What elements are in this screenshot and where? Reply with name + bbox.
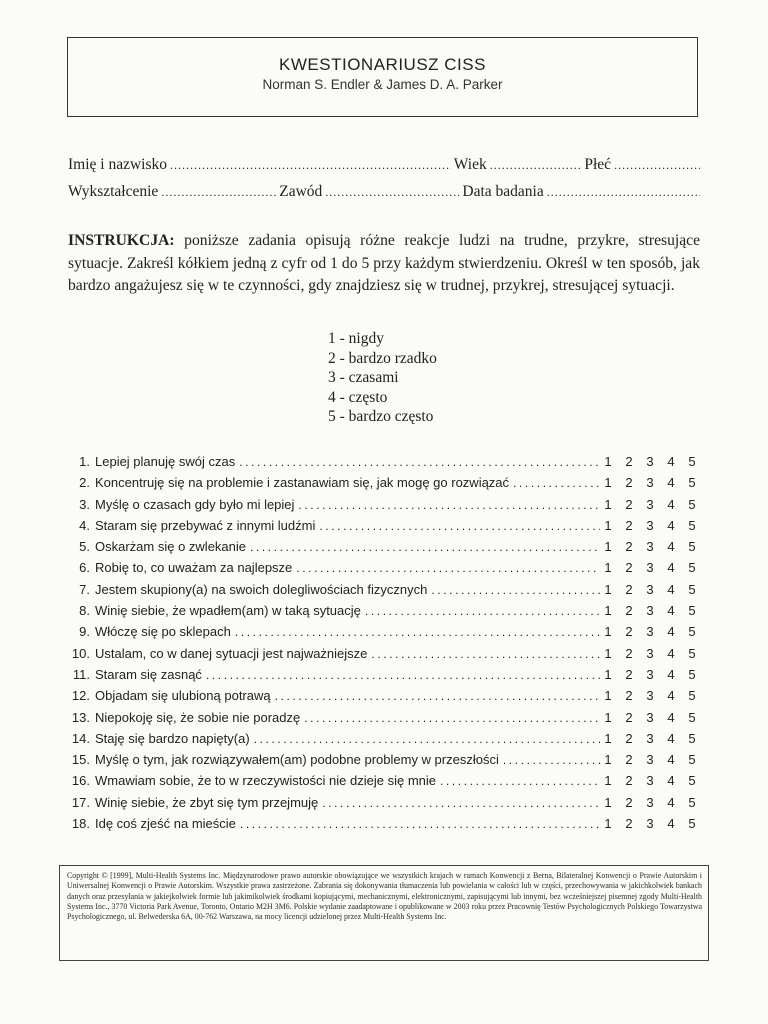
answer-option[interactable]: 4 [667, 517, 675, 533]
dot-leader [275, 689, 600, 703]
personal-data-row-1 [68, 156, 700, 174]
answer-option[interactable]: 1 [604, 560, 612, 576]
questionnaire-title: KWESTIONARIUSZ CISS [279, 55, 486, 74]
dot-leader [513, 476, 600, 490]
answer-option[interactable]: 5 [688, 794, 696, 810]
answer-option[interactable]: 1 [604, 709, 612, 725]
answer-option[interactable]: 1 [604, 645, 612, 661]
education-label: Wykształcenie [68, 183, 159, 200]
question-text: Myślę o czasach gdy było mi lepiej [95, 496, 295, 512]
question-number: 16. [71, 773, 90, 789]
answer-option[interactable]: 4 [667, 752, 675, 768]
question-text: Jestem skupiony(a) na swoich dolegliwościach fizycznych [95, 581, 428, 597]
question-number: 10. [71, 645, 90, 661]
question-text: Ustalam, co w danej sytuacji jest najważniejsze [95, 645, 368, 661]
date-label: Data badania [462, 183, 544, 200]
answer-option[interactable]: 4 [667, 666, 675, 682]
answer-option[interactable]: 4 [667, 454, 675, 469]
question-item [66, 731, 706, 752]
answer-options [602, 646, 706, 661]
question-text: Staram się przebywać z innymi ludźmi [95, 517, 316, 533]
answer-option[interactable]: 4 [667, 688, 675, 704]
date-field[interactable] [547, 185, 700, 200]
answer-option[interactable]: 2 [625, 730, 633, 746]
answer-option[interactable]: 1 [604, 816, 612, 832]
dot-leader [298, 498, 600, 512]
answer-option[interactable]: 5 [688, 709, 696, 725]
age-label: Wiek [453, 156, 487, 173]
answer-options [602, 603, 706, 618]
age-field[interactable] [490, 158, 582, 173]
question-text: Oskarżam się o zwlekanie [95, 539, 246, 555]
answer-option[interactable]: 2 [625, 709, 633, 725]
question-number: 14. [71, 730, 90, 746]
dot-leader [431, 583, 600, 597]
answer-option[interactable]: 3 [646, 603, 654, 619]
answer-option[interactable]: 2 [625, 496, 633, 512]
answer-options [602, 752, 706, 767]
answer-option[interactable]: 5 [688, 666, 696, 682]
answer-options [602, 582, 706, 597]
dot-leader [371, 647, 600, 661]
dot-leader [250, 540, 600, 554]
answer-options [602, 688, 706, 703]
question-item [66, 539, 706, 560]
answer-options [602, 454, 706, 469]
personal-data-row-2 [68, 183, 700, 201]
answer-option[interactable]: 3 [646, 517, 654, 533]
answer-option[interactable]: 3 [646, 645, 654, 661]
answer-option[interactable]: 4 [667, 794, 675, 810]
answer-option[interactable]: 4 [667, 560, 675, 576]
answer-option[interactable]: 5 [688, 496, 696, 512]
scale-item: 2 - bardzo rzadko [328, 349, 437, 367]
answer-option[interactable]: 4 [667, 773, 675, 789]
question-list [66, 454, 706, 837]
question-text: Myślę o tym, jak rozwiązywałem(am) podobne problemy w przeszłości [95, 752, 499, 768]
answer-options [602, 475, 706, 490]
dot-leader [365, 604, 600, 618]
answer-option[interactable]: 1 [604, 624, 612, 640]
question-number: 5. [79, 539, 90, 555]
answer-option[interactable]: 1 [604, 496, 612, 512]
dot-leader [296, 561, 600, 575]
question-item [66, 752, 706, 773]
education-field[interactable] [161, 185, 276, 200]
instruction-label: INSTRUKCJA: [68, 232, 175, 249]
question-item [66, 646, 706, 667]
question-number: 1. [79, 454, 90, 469]
question-item [66, 475, 706, 496]
question-number: 12. [71, 688, 90, 704]
question-text: Lepiej planuję swój czas [95, 454, 236, 469]
answer-option[interactable]: 5 [688, 816, 696, 832]
occupation-field[interactable] [325, 185, 459, 200]
answer-option[interactable]: 2 [625, 624, 633, 640]
question-item [66, 582, 706, 603]
answer-options [602, 624, 706, 639]
question-item [66, 795, 706, 816]
answer-option[interactable]: 3 [646, 475, 654, 491]
answer-option[interactable]: 5 [688, 517, 696, 533]
answer-option[interactable]: 1 [604, 603, 612, 619]
answer-option[interactable]: 2 [625, 517, 633, 533]
question-item [66, 560, 706, 581]
answer-options [602, 795, 706, 810]
question-text: Staram się zasnąć [95, 666, 202, 682]
answer-option[interactable]: 2 [625, 666, 633, 682]
answer-option[interactable]: 5 [688, 752, 696, 768]
answer-option[interactable]: 3 [646, 560, 654, 576]
answer-option[interactable]: 3 [646, 496, 654, 512]
answer-option[interactable]: 5 [688, 730, 696, 746]
answer-option[interactable]: 5 [688, 624, 696, 640]
answer-option[interactable]: 4 [667, 645, 675, 661]
dot-leader [239, 455, 600, 469]
answer-option[interactable]: 3 [646, 794, 654, 810]
answer-option[interactable]: 3 [646, 581, 654, 597]
question-number: 7. [79, 581, 90, 597]
answer-option[interactable]: 2 [625, 454, 633, 469]
dot-leader [322, 796, 600, 810]
question-number: 6. [79, 560, 90, 576]
answer-option[interactable]: 3 [646, 709, 654, 725]
answer-scale [328, 329, 437, 427]
answer-option[interactable]: 2 [625, 773, 633, 789]
answer-option[interactable]: 2 [625, 816, 633, 832]
dot-leader [235, 625, 600, 639]
question-text: Koncentruję się na problemie i zastanawiam się, jak mogę go rozwiązać [95, 475, 510, 491]
question-text: Włóczę się po sklepach [95, 624, 231, 640]
answer-option[interactable]: 1 [604, 752, 612, 768]
dot-leader [503, 753, 600, 767]
answer-option[interactable]: 3 [646, 624, 654, 640]
instruction-text: poniższe zadania opisują różne reakcje ludzi na trudne, przykre, stresujące sytuacje. Zakreśl kółkiem jedną z cyfr od 1 do 5 przy każdym stwierdzeniu. Określ w ten sposób, jak bardzo angażujesz się w te czynności, gdy znajdziesz się w trudnej, przykrej, stresującej sytuacji. [68, 232, 700, 294]
answer-option[interactable]: 2 [625, 688, 633, 704]
authors-line: Norman S. Endler & James D. A. Parker [262, 77, 503, 92]
answer-option[interactable]: 3 [646, 816, 654, 832]
answer-option[interactable]: 1 [604, 539, 612, 555]
sex-field[interactable] [614, 158, 700, 173]
answer-option[interactable]: 2 [625, 560, 633, 576]
question-number: 8. [79, 603, 90, 619]
question-number: 15. [71, 752, 90, 768]
answer-option[interactable]: 1 [604, 454, 612, 469]
question-text: Wmawiam sobie, że to w rzeczywistości nie dzieje się mnie [95, 773, 436, 789]
question-number: 13. [71, 709, 90, 725]
answer-options [602, 667, 706, 682]
answer-options [602, 816, 706, 831]
answer-option[interactable]: 5 [688, 688, 696, 704]
answer-option[interactable]: 3 [646, 688, 654, 704]
answer-option[interactable]: 5 [688, 603, 696, 619]
question-item [66, 624, 706, 645]
answer-options [602, 539, 706, 554]
answer-option[interactable]: 3 [646, 752, 654, 768]
answer-option[interactable]: 3 [646, 539, 654, 555]
name-field[interactable] [170, 158, 451, 173]
question-number: 4. [79, 517, 90, 533]
question-number: 17. [71, 794, 90, 810]
instruction-paragraph [68, 230, 700, 298]
answer-option[interactable]: 4 [667, 603, 675, 619]
scale-item: 5 - bardzo często [328, 408, 434, 426]
answer-options [602, 710, 706, 725]
answer-option[interactable]: 5 [688, 645, 696, 661]
answer-option[interactable]: 1 [604, 688, 612, 704]
answer-options [602, 773, 706, 788]
question-item [66, 603, 706, 624]
title-box [67, 37, 698, 117]
answer-option[interactable]: 1 [604, 730, 612, 746]
question-number: 9. [79, 624, 90, 640]
answer-options [602, 731, 706, 746]
dot-leader [440, 774, 600, 788]
question-text: Niepokoję się, że sobie nie poradzę [95, 709, 301, 725]
occupation-label: Zawód [279, 183, 323, 200]
question-text: Winię siebie, że wpadłem(am) w taką sytuację [95, 603, 361, 619]
answer-option[interactable]: 1 [604, 475, 612, 491]
question-item [66, 816, 706, 837]
answer-option[interactable]: 4 [667, 539, 675, 555]
answer-option[interactable]: 5 [688, 539, 696, 555]
question-number: 2. [79, 475, 90, 491]
name-label: Imię i nazwisko [68, 156, 168, 173]
answer-option[interactable]: 5 [688, 454, 696, 469]
question-text: Idę coś zjeść na mieście [95, 816, 236, 832]
question-item [66, 688, 706, 709]
dot-leader [206, 668, 600, 682]
question-text: Staję się bardzo napięty(a) [95, 730, 250, 746]
question-text: Winię siebie, że zbyt się tym przejmuję [95, 794, 319, 810]
question-item [66, 667, 706, 688]
answer-option[interactable]: 2 [625, 794, 633, 810]
answer-option[interactable]: 4 [667, 709, 675, 725]
answer-option[interactable]: 5 [688, 475, 696, 491]
dot-leader [254, 732, 600, 746]
question-item [66, 710, 706, 731]
question-item [66, 518, 706, 539]
answer-options [602, 560, 706, 575]
answer-option[interactable]: 4 [667, 475, 675, 491]
scale-item: 1 - nigdy [328, 330, 384, 347]
answer-option[interactable]: 4 [667, 624, 675, 640]
copyright-notice: Copyright © [1999], Multi-Health Systems Inc. Międzynarodowe prawo autorskie obowiązujące we wszystkich krajach w ramach Konwencji z Berna, Bilateralnej Konwencji o Prawie Autorskim i Uniwersalnej Konwencji o Prawie Autorskim. Wszystkie prawa zastrzeżone. Zabrania się dokonywania tłumaczenia lub powielania w całości lub w części, przechowywania w jakichkolwiek bankach danych oraz przesyłania w jakiejkolwiek formie lub jakimikolwiek środkami kopiującymi, mechanicznymi, elektronicznymi, zapisującymi lub innymi, bez wcześniejszej pisemnej zgody Multi-Health Systems Inc., 3770 Victoria Park Avenue, Toronto, Ontario M2H 3M6. Polskie wydanie zaadaptowane i opublikowane w 2003 roku przez Pracownię Testów Psychologicznych Polskiego Towarzystwa Psychologicznego, ul. Belwederska 6A, 00-762 Warszawa, na mocy licencji udzielonej przez Multi-Health Systems Inc. [59, 865, 709, 961]
question-number: 3. [79, 496, 90, 512]
dot-leader [319, 519, 600, 533]
answer-option[interactable]: 2 [625, 475, 633, 491]
answer-option[interactable]: 2 [625, 539, 633, 555]
answer-option[interactable]: 1 [604, 517, 612, 533]
answer-option[interactable]: 2 [625, 581, 633, 597]
answer-option[interactable]: 3 [646, 730, 654, 746]
answer-options [602, 497, 706, 512]
answer-option[interactable]: 4 [667, 816, 675, 832]
answer-option[interactable]: 4 [667, 730, 675, 746]
answer-options [602, 518, 706, 533]
answer-option[interactable]: 1 [604, 666, 612, 682]
answer-option[interactable]: 2 [625, 603, 633, 619]
scale-item: 4 - często [328, 388, 388, 406]
question-number: 18. [71, 816, 90, 832]
answer-option[interactable]: 3 [646, 773, 654, 789]
answer-option[interactable]: 1 [604, 794, 612, 810]
answer-option[interactable]: 3 [646, 454, 654, 469]
question-text: Robię to, co uważam za najlepsze [95, 560, 293, 576]
answer-option[interactable]: 4 [667, 496, 675, 512]
answer-option[interactable]: 5 [688, 581, 696, 597]
answer-option[interactable]: 4 [667, 581, 675, 597]
question-item [66, 454, 706, 475]
question-number: 11. [72, 666, 90, 682]
answer-option[interactable]: 3 [646, 666, 654, 682]
scale-item: 3 - czasami [328, 369, 399, 387]
answer-option[interactable]: 1 [604, 773, 612, 789]
answer-option[interactable]: 2 [625, 645, 633, 661]
dot-leader [304, 711, 600, 725]
sex-label: Płeć [584, 156, 612, 173]
question-item [66, 773, 706, 794]
answer-option[interactable]: 5 [688, 560, 696, 576]
answer-option[interactable]: 1 [604, 581, 612, 597]
answer-option[interactable]: 5 [688, 773, 696, 789]
answer-option[interactable]: 2 [625, 752, 633, 768]
question-text: Objadam się ulubioną potrawą [95, 688, 271, 704]
dot-leader [240, 817, 600, 831]
question-item [66, 497, 706, 518]
